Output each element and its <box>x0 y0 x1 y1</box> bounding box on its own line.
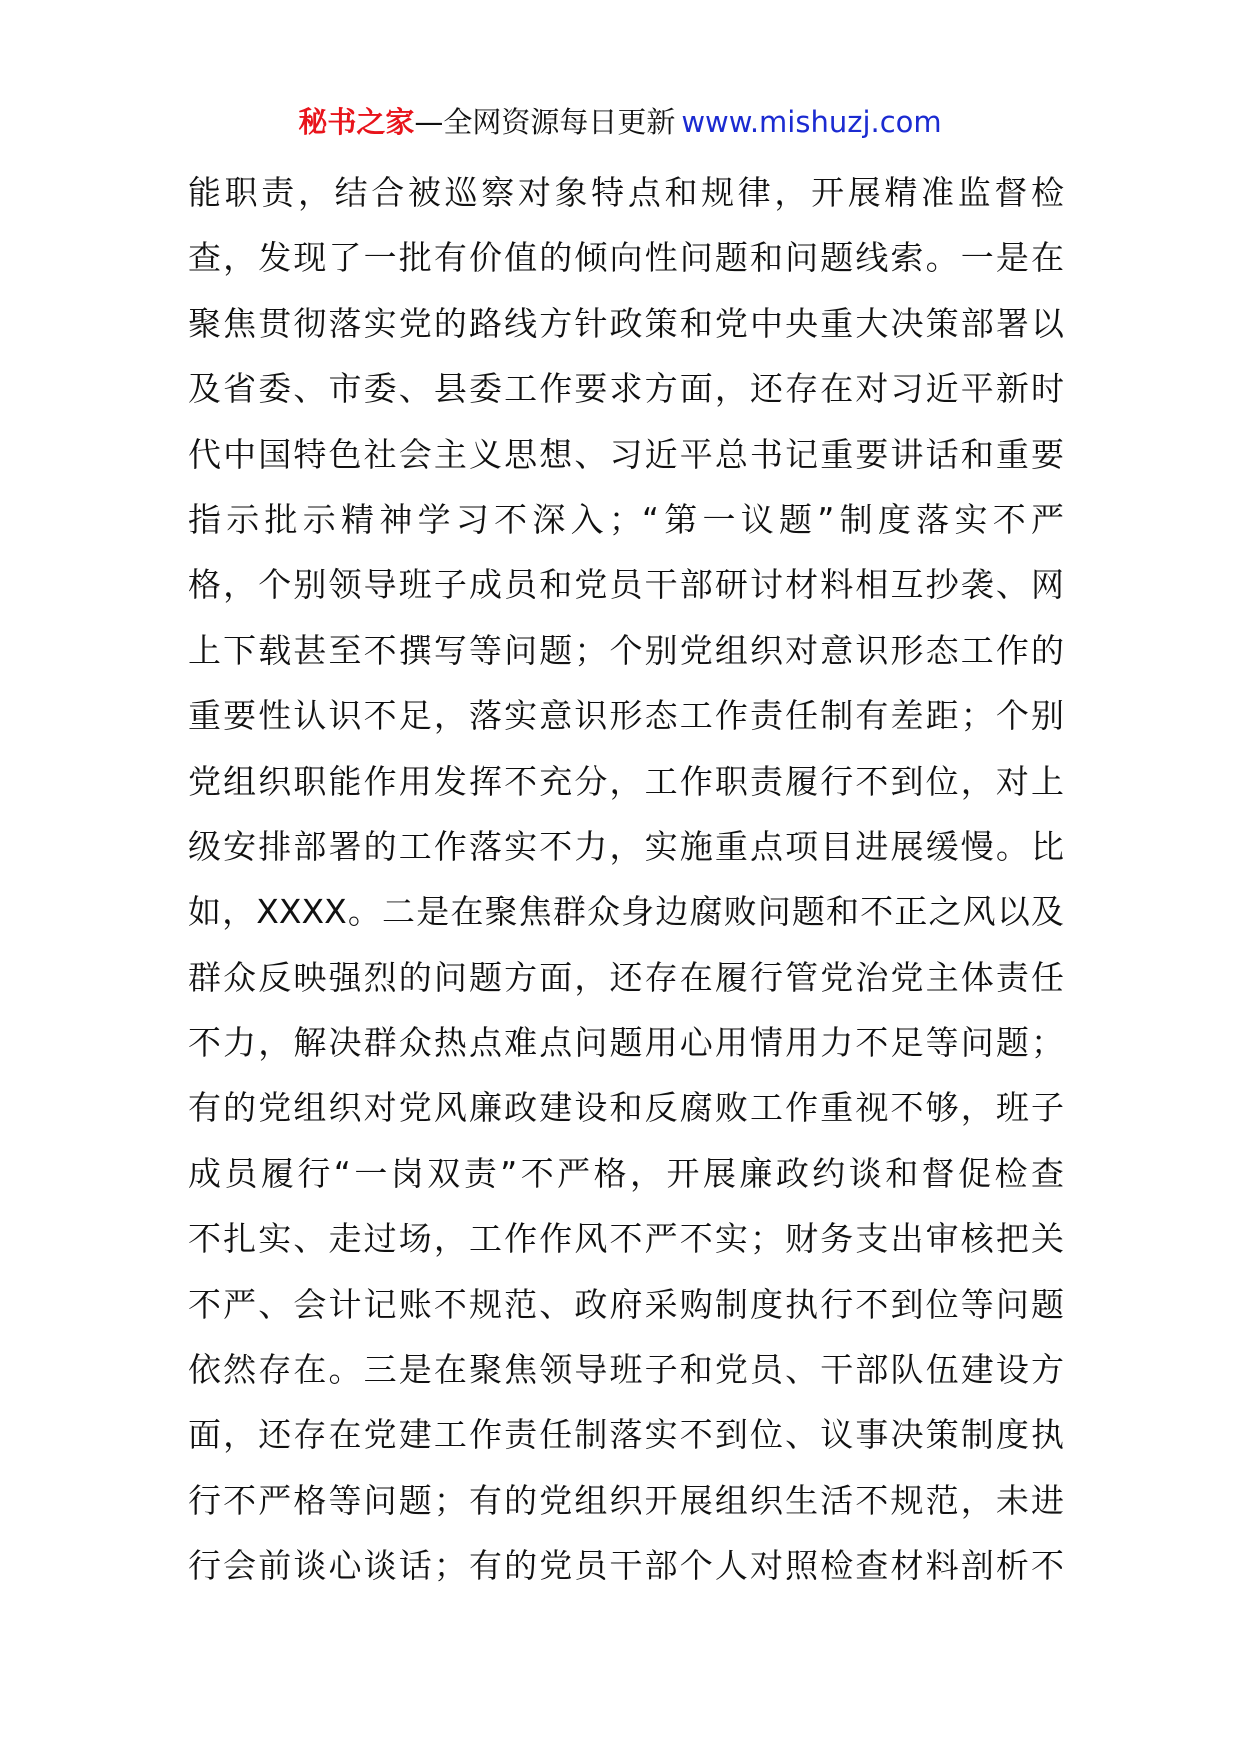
text-line: 不力，解决群众热点难点问题用心用情用力不足等问题； <box>188 1023 1064 1063</box>
text-line: 查，发现了一批有价值的倾向性问题和问题线索。一是在 <box>188 238 1064 278</box>
text-line: 依然存在。三是在聚焦领导班子和党员、干部队伍建设方 <box>188 1350 1064 1390</box>
body-paragraph <box>188 160 1064 1599</box>
text-line: 如，XXXX。二是在聚焦群众身边腐败问题和不正之风以及 <box>188 892 1064 932</box>
text-line: 不严、会计记账不规范、政府采购制度执行不到位等问题 <box>188 1284 1064 1324</box>
brand-name: 秘书之家 <box>298 105 415 139</box>
text-line: 党组织职能作用发挥不充分，工作职责履行不到位，对上 <box>188 761 1064 801</box>
text-line: 面，还存在党建工作责任制落实不到位、议事决策制度执 <box>188 1415 1064 1455</box>
text-line: 不扎实、走过场，工作作风不严不实；财务支出审核把关 <box>188 1219 1064 1259</box>
text-line: 群众反映强烈的问题方面，还存在履行管党治党主体责任 <box>188 957 1064 997</box>
text-line: 重要性认识不足，落实意识形态工作责任制有差距；个别 <box>188 696 1064 736</box>
text-line: 上下载甚至不撰写等问题；个别党组织对意识形态工作的 <box>188 630 1064 670</box>
text-line: 有的党组织对党风廉政建设和反腐败工作重视不够，班子 <box>188 1088 1064 1128</box>
text-line: 成员履行“一岗双责”不严格，开展廉政约谈和督促检查 <box>188 1153 1064 1193</box>
text-line: 及省委、市委、县委工作要求方面，还存在对习近平新时 <box>188 369 1064 409</box>
text-line: 级安排部署的工作落实不力，实施重点项目进展缓慢。比 <box>188 826 1064 866</box>
text-line: 指示批示精神学习不深入；“第一议题”制度落实不严 <box>188 499 1064 539</box>
text-line: 聚焦贯彻落实党的路线方针政策和党中央重大决策部署以 <box>188 303 1064 343</box>
text-line: 代中国特色社会主义思想、习近平总书记重要讲话和重要 <box>188 434 1064 474</box>
header-tagline: —全网资源每日更新 <box>414 105 676 139</box>
page-header <box>0 100 1240 144</box>
site-url-link[interactable]: www.mishuzj.com <box>681 105 942 139</box>
text-line: 能职责，结合被巡察对象特点和规律，开展精准监督检 <box>188 173 1064 212</box>
text-line: 格，个别领导班子成员和党员干部研讨材料相互抄袭、网 <box>188 565 1064 605</box>
text-line: 行会前谈心谈话；有的党员干部个人对照检查材料剖析不 <box>188 1546 1064 1586</box>
text-line: 行不严格等问题；有的党组织开展组织生活不规范，未进 <box>188 1480 1064 1520</box>
